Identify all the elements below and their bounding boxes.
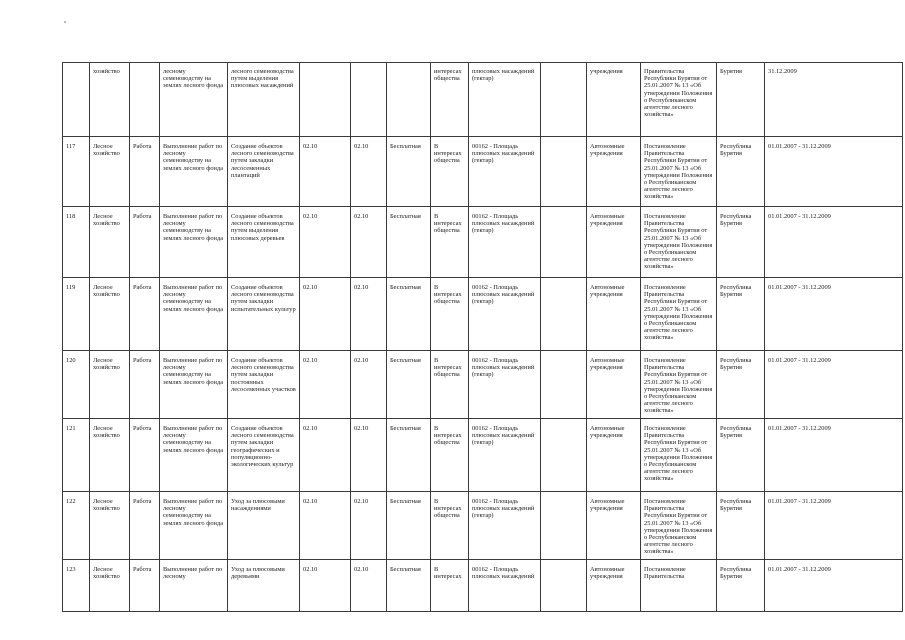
- act-text: Постановление Правительства Республики Бурятия от 25.01.2007 № 13 «Об утверждении Положения о Республиканском агентстве лесного хозяйства»: [644, 284, 713, 342]
- cell-type: [130, 351, 160, 419]
- cell-type: [130, 492, 160, 560]
- cell-sector: [90, 351, 130, 419]
- service-text: лесному семеноводству на землях лесного фонда: [163, 68, 224, 90]
- cell-act: [641, 137, 717, 207]
- cell-period: [765, 278, 903, 351]
- num-text: 117: [66, 143, 76, 150]
- cell-c1: [300, 492, 351, 560]
- unit-text: 00162 - Площадь плюсовых насаждений (гектар): [472, 498, 535, 520]
- type-text: Работа: [133, 284, 152, 291]
- cell-blank: [541, 492, 587, 560]
- cell-period: [765, 207, 903, 278]
- cell-unit: [469, 492, 541, 560]
- cell-inst: [587, 560, 641, 612]
- inst-text: Автономные учреждения: [590, 213, 625, 228]
- inst-text: Автономные учреждения: [590, 357, 625, 372]
- cell-sector: [90, 492, 130, 560]
- num-text: 121: [66, 425, 76, 432]
- service-text: Выполнение работ по лесному семеноводству на землях лесного фонда: [163, 425, 224, 454]
- cell-act: [641, 351, 717, 419]
- region-text: Бурятия: [720, 68, 742, 75]
- paid-text: Бесплатная: [390, 498, 421, 505]
- region-text: Республика Бурятия: [720, 143, 752, 158]
- cell-type: [130, 419, 160, 492]
- unit-text: 00162 - Площадь плюсовых насаждений (гектар): [472, 357, 535, 379]
- num-text: 118: [66, 213, 76, 220]
- type-text: Работа: [133, 498, 152, 505]
- result-text: лесного семеноводства путем выделения плюсовых насаждений: [231, 68, 294, 90]
- cell-num: [63, 492, 90, 560]
- sector-text: Лесное хозяйство: [93, 213, 120, 228]
- period-text: 01.01.2007 - 31.12.2009: [768, 143, 831, 150]
- cell-c1: [300, 560, 351, 612]
- cell-cons: [431, 207, 469, 278]
- cell-num: [63, 207, 90, 278]
- type-text: Работа: [133, 566, 152, 573]
- cell-act: [641, 492, 717, 560]
- cell-num: [63, 137, 90, 207]
- cons-text: В интересах: [434, 566, 462, 581]
- cell-blank: [541, 351, 587, 419]
- cell-region: [717, 492, 765, 560]
- service-text: Выполнение работ по лесному: [163, 566, 223, 581]
- cell-region: [717, 63, 765, 137]
- service-text: Выполнение работ по лесному семеноводству на землях лесного фонда: [163, 213, 224, 242]
- result-text: Создание объектов лесного семеноводства путем закладки лесосеменных плантаций: [231, 143, 294, 179]
- c2-text: 02.10: [354, 213, 369, 220]
- table-row: [63, 137, 903, 207]
- num-text: 122: [66, 498, 76, 505]
- cell-sector: [90, 419, 130, 492]
- cell-paid: [387, 137, 431, 207]
- cell-inst: [587, 207, 641, 278]
- c2-text: 02.10: [354, 425, 369, 432]
- cell-unit: [469, 419, 541, 492]
- period-text: 01.01.2007 - 31.12.2009: [768, 566, 831, 573]
- sector-text: хозяйство: [93, 68, 120, 75]
- cell-paid: [387, 560, 431, 612]
- cell-c2: [351, 137, 387, 207]
- cell-cons: [431, 560, 469, 612]
- cell-act: [641, 278, 717, 351]
- service-text: Выполнение работ по лесному семеноводству на землях лесного фонда: [163, 143, 224, 172]
- result-text: Уход за плюсовыми деревьями: [231, 566, 285, 581]
- cell-blank: [541, 278, 587, 351]
- cell-c1: [300, 63, 351, 137]
- paid-text: Бесплатная: [390, 213, 421, 220]
- num-text: 120: [66, 357, 76, 364]
- cell-service: [160, 278, 228, 351]
- cell-inst: [587, 278, 641, 351]
- cell-num: [63, 278, 90, 351]
- sector-text: Лесное хозяйство: [93, 357, 120, 372]
- cell-period: [765, 492, 903, 560]
- c2-text: 02.10: [354, 284, 369, 291]
- table-row: [63, 63, 903, 137]
- cell-blank: [541, 207, 587, 278]
- cell-sector: [90, 560, 130, 612]
- cell-sector: [90, 137, 130, 207]
- paid-text: Бесплатная: [390, 425, 421, 432]
- c2-text: 02.10: [354, 357, 369, 364]
- cell-paid: [387, 351, 431, 419]
- period-text: 01.01.2007 - 31.12.2009: [768, 498, 831, 505]
- cell-region: [717, 207, 765, 278]
- cell-result: [228, 560, 300, 612]
- cell-result: [228, 492, 300, 560]
- cell-act: [641, 419, 717, 492]
- cell-inst: [587, 137, 641, 207]
- result-text: Создание объектов лесного семеноводства путем выделения плюсовых деревьев: [231, 213, 294, 242]
- sector-text: Лесное хозяйство: [93, 143, 120, 158]
- cell-service: [160, 419, 228, 492]
- cell-region: [717, 560, 765, 612]
- cell-service: [160, 63, 228, 137]
- paid-text: Бесплатная: [390, 284, 421, 291]
- period-text: 01.01.2007 - 31.12.2009: [768, 425, 831, 432]
- inst-text: Автономные учреждения: [590, 498, 625, 513]
- cell-num: [63, 351, 90, 419]
- cell-period: [765, 137, 903, 207]
- cell-inst: [587, 351, 641, 419]
- c2-text: 02.10: [354, 498, 369, 505]
- cons-text: В интересах общества: [434, 143, 462, 165]
- cell-c2: [351, 560, 387, 612]
- cell-region: [717, 351, 765, 419]
- cell-c1: [300, 419, 351, 492]
- cell-cons: [431, 419, 469, 492]
- act-text: Постановление Правительства: [644, 566, 686, 581]
- cons-text: В интересах общества: [434, 425, 462, 447]
- cell-unit: [469, 351, 541, 419]
- type-text: Работа: [133, 143, 152, 150]
- unit-text: 00162 - Площадь плюсовых насаждений (гектар): [472, 284, 535, 306]
- cell-c2: [351, 419, 387, 492]
- scan-speck: [64, 21, 66, 23]
- cell-service: [160, 351, 228, 419]
- table-row: [63, 492, 903, 560]
- num-text: 123: [66, 566, 76, 573]
- result-text: Создание объектов лесного семеноводства путем закладки испытательных культур: [231, 284, 296, 313]
- service-text: Выполнение работ по лесному семеноводству на землях лесного фонда: [163, 284, 224, 313]
- inst-text: Автономные учреждения: [590, 425, 625, 440]
- unit-text: 00162 - Площадь плюсовых насаждений: [472, 566, 535, 581]
- unit-text: 00162 - Площадь плюсовых насаждений (гектар): [472, 425, 535, 447]
- cell-paid: [387, 492, 431, 560]
- region-text: Республика Бурятия: [720, 357, 752, 372]
- period-text: 01.01.2007 - 31.12.2009: [768, 357, 831, 364]
- c1-text: 02.10: [303, 566, 318, 573]
- cell-num: [63, 63, 90, 137]
- cell-blank: [541, 137, 587, 207]
- cell-blank: [541, 63, 587, 137]
- result-text: Уход за плюсовыми насаждениями: [231, 498, 285, 513]
- region-text: Республика Бурятия: [720, 284, 752, 299]
- cons-text: В интересах общества: [434, 498, 462, 520]
- cell-unit: [469, 560, 541, 612]
- type-text: Работа: [133, 425, 152, 432]
- inst-text: Автономные учреждения: [590, 284, 625, 299]
- cell-paid: [387, 63, 431, 137]
- cell-period: [765, 351, 903, 419]
- cell-c1: [300, 137, 351, 207]
- cell-act: [641, 560, 717, 612]
- cell-unit: [469, 137, 541, 207]
- c2-text: 02.10: [354, 566, 369, 573]
- cell-region: [717, 137, 765, 207]
- cell-result: [228, 351, 300, 419]
- cell-paid: [387, 419, 431, 492]
- cell-unit: [469, 207, 541, 278]
- cell-act: [641, 207, 717, 278]
- cell-paid: [387, 207, 431, 278]
- paid-text: Бесплатная: [390, 143, 421, 150]
- paid-text: Бесплатная: [390, 357, 421, 364]
- cell-result: [228, 278, 300, 351]
- cell-service: [160, 560, 228, 612]
- act-text: Постановление Правительства Республики Бурятия от 25.01.2007 № 13 «Об утверждении Положения о Республиканском агентстве лесного хозяйства»: [644, 498, 713, 556]
- cons-text: В интересах общества: [434, 213, 462, 235]
- cell-type: [130, 207, 160, 278]
- cell-blank: [541, 419, 587, 492]
- inst-text: учреждения: [590, 68, 623, 75]
- c1-text: 02.10: [303, 357, 318, 364]
- cell-inst: [587, 492, 641, 560]
- cell-inst: [587, 63, 641, 137]
- cell-act: [641, 63, 717, 137]
- cell-c1: [300, 351, 351, 419]
- c1-text: 02.10: [303, 284, 318, 291]
- cell-c1: [300, 207, 351, 278]
- cons-text: В интересах общества: [434, 284, 462, 306]
- cell-c2: [351, 63, 387, 137]
- act-text: Постановление Правительства Республики Бурятия от 25.01.2007 № 13 «Об утверждении Положения о Республиканском агентстве лесного хозяйства»: [644, 143, 713, 201]
- result-text: Создание объектов лесного семеноводства путем закладки постоянных лесосеменных участков: [231, 357, 296, 393]
- region-text: Республика Бурятия: [720, 566, 752, 581]
- act-text: Правительства Республики Бурятия от 25.01.2007 № 13 «Об утверждении Положения о Республиканском агентстве лесного хозяйства»: [644, 68, 713, 119]
- inst-text: Автономные учреждения: [590, 566, 625, 581]
- num-text: 119: [66, 284, 76, 291]
- c1-text: 02.10: [303, 498, 318, 505]
- cell-c2: [351, 207, 387, 278]
- cell-result: [228, 207, 300, 278]
- cell-service: [160, 207, 228, 278]
- cell-unit: [469, 278, 541, 351]
- table-row: [63, 207, 903, 278]
- act-text: Постановление Правительства Республики Бурятия от 25.01.2007 № 13 «Об утверждении Положения о Республиканском агентстве лесного хозяйства»: [644, 213, 713, 271]
- type-text: Работа: [133, 213, 152, 220]
- period-text: 01.01.2007 - 31.12.2009: [768, 284, 831, 291]
- region-text: Республика Бурятия: [720, 213, 752, 228]
- cell-c2: [351, 351, 387, 419]
- cell-region: [717, 419, 765, 492]
- act-text: Постановление Правительства Республики Бурятия от 25.01.2007 № 13 «Об утверждении Положения о Республиканском агентстве лесного хозяйства»: [644, 357, 713, 415]
- cell-sector: [90, 278, 130, 351]
- table-row: [63, 419, 903, 492]
- cell-type: [130, 560, 160, 612]
- cell-inst: [587, 419, 641, 492]
- c1-text: 02.10: [303, 213, 318, 220]
- c1-text: 02.10: [303, 425, 318, 432]
- cell-service: [160, 137, 228, 207]
- unit-text: 00162 - Площадь плюсовых насаждений (гектар): [472, 213, 535, 235]
- cell-cons: [431, 63, 469, 137]
- cell-c2: [351, 278, 387, 351]
- cell-num: [63, 419, 90, 492]
- c1-text: 02.10: [303, 143, 318, 150]
- cell-period: [765, 560, 903, 612]
- cell-unit: [469, 63, 541, 137]
- sector-text: Лесное хозяйство: [93, 566, 120, 581]
- sector-text: Лесное хозяйство: [93, 498, 120, 513]
- result-text: Создание объектов лесного семеноводства путем закладки географических и популяционно-экологических культур: [231, 425, 294, 469]
- table-row: [63, 560, 903, 612]
- cell-num: [63, 560, 90, 612]
- unit-text: 00162 - Площадь плюсовых насаждений (гектар): [472, 143, 535, 165]
- period-text: 31.12.2009: [768, 68, 797, 75]
- service-text: Выполнение работ по лесному семеноводству на землях лесного фонда: [163, 357, 224, 386]
- paid-text: Бесплатная: [390, 566, 421, 573]
- cell-c2: [351, 492, 387, 560]
- unit-text: плюсовых насаждений (гектар): [472, 68, 535, 83]
- act-text: Постановление Правительства Республики Бурятия от 25.01.2007 № 13 «Об утверждении Положения о Республиканском агентстве лесного хозяйства»: [644, 425, 713, 483]
- cell-c1: [300, 278, 351, 351]
- cell-period: [765, 419, 903, 492]
- service-text: Выполнение работ по лесному семеноводству на землях лесного фонда: [163, 498, 224, 527]
- cell-blank: [541, 560, 587, 612]
- cell-result: [228, 137, 300, 207]
- cell-cons: [431, 278, 469, 351]
- inst-text: Автономные учреждения: [590, 143, 625, 158]
- region-text: Республика Бурятия: [720, 498, 752, 513]
- table-row: [63, 278, 903, 351]
- cell-result: [228, 63, 300, 137]
- type-text: Работа: [133, 357, 152, 364]
- cell-cons: [431, 137, 469, 207]
- cell-cons: [431, 492, 469, 560]
- cell-type: [130, 278, 160, 351]
- table-row: [63, 351, 903, 419]
- period-text: 01.01.2007 - 31.12.2009: [768, 213, 831, 220]
- sector-text: Лесное хозяйство: [93, 284, 120, 299]
- c2-text: 02.10: [354, 143, 369, 150]
- cell-result: [228, 419, 300, 492]
- cell-type: [130, 63, 160, 137]
- cell-region: [717, 278, 765, 351]
- sector-text: Лесное хозяйство: [93, 425, 120, 440]
- cell-type: [130, 137, 160, 207]
- cell-sector: [90, 63, 130, 137]
- cell-sector: [90, 207, 130, 278]
- cons-text: В интересах общества: [434, 357, 462, 379]
- cell-cons: [431, 351, 469, 419]
- region-text: Республика Бурятия: [720, 425, 752, 440]
- cell-paid: [387, 278, 431, 351]
- cell-service: [160, 492, 228, 560]
- cons-text: интересах общества: [434, 68, 462, 83]
- cell-period: [765, 63, 903, 137]
- services-register-table: [62, 62, 903, 612]
